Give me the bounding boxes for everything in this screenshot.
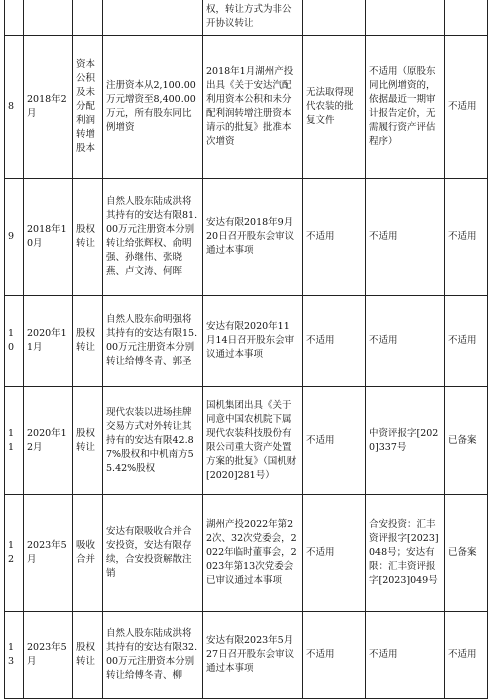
state-owned-opinion-cell: 无法取得现代农装的批复文件 xyxy=(303,36,366,179)
approval-procedure-cell: 权，转让方式为非公开协议转让 xyxy=(203,0,303,36)
row-number-cell: 8 xyxy=(5,36,24,179)
approval-procedure-cell: 2018年1月湖州产投出具《关于安达汽配利用资本公积和未分配利润转增注册资本请示的批复》批准本次增资 xyxy=(203,36,303,179)
asset-evaluation-cell: 不适用 xyxy=(366,296,445,387)
change-type-cell: 股权转让 xyxy=(73,387,103,495)
approval-procedure-cell: 安达有限2018年9月20日召开股东会审议通过本事项 xyxy=(203,179,303,296)
row-number-cell: 11 xyxy=(5,387,24,495)
change-content-cell: 自然人股东陆成洪将其持有的安达有限32.00万元注册资本分别转让给傅冬青、柳 xyxy=(103,612,203,699)
equity-history-table xyxy=(4,0,488,699)
table-row xyxy=(5,387,488,495)
table-row xyxy=(5,612,488,699)
state-owned-opinion-cell: 不适用 xyxy=(303,612,366,699)
asset-evaluation-cell: 中资评报字[2020]337号 xyxy=(366,387,445,495)
row-number-cell: 13 xyxy=(5,612,24,699)
evaluation-filing-cell: 不适用 xyxy=(445,179,488,296)
state-owned-opinion-cell: 不适用 xyxy=(303,387,366,495)
row-number-cell: 9 xyxy=(5,179,24,296)
change-date-cell xyxy=(24,0,73,36)
state-owned-opinion-cell: 不适用 xyxy=(303,296,366,387)
table-row xyxy=(5,179,488,296)
evaluation-filing-cell xyxy=(445,0,488,36)
change-date-cell: 2020年11月 xyxy=(24,296,73,387)
state-owned-opinion-cell xyxy=(303,0,366,36)
change-date-cell: 2023年5月 xyxy=(24,612,73,699)
evaluation-filing-cell: 已备案 xyxy=(445,387,488,495)
evaluation-filing-cell: 不适用 xyxy=(445,36,488,179)
table-row xyxy=(5,0,488,36)
approval-procedure-cell: 湖州产投2022年第22次、32次党委会，2022年临时董事会，2023年第13次党委会已审议通过本事项 xyxy=(203,495,303,612)
asset-evaluation-cell: 不适用（原股东同比例增资的，依据最近一期审计报告定价，无需履行资产评估程序） xyxy=(366,36,445,179)
change-date-cell: 2018年2月 xyxy=(24,36,73,179)
table-row xyxy=(5,495,488,612)
change-content-cell: 安达有限吸收合并合安投资，安达有限存续，合安投资解散注销 xyxy=(103,495,203,612)
row-number-cell: 10 xyxy=(5,296,24,387)
change-type-cell: 股权转让 xyxy=(73,179,103,296)
change-type-cell: 资本公积及未分配利润转增股本 xyxy=(73,36,103,179)
change-type-cell: 吸收合并 xyxy=(73,495,103,612)
evaluation-filing-cell: 不适用 xyxy=(445,612,488,699)
change-content-cell xyxy=(103,0,203,36)
asset-evaluation-cell: 不适用 xyxy=(366,179,445,296)
asset-evaluation-cell: 合安投资：汇丰资评报字[2023]048号；安达有限：汇丰资评报字[2023]049号 xyxy=(366,495,445,612)
change-date-cell: 2018年10月 xyxy=(24,179,73,296)
change-content-cell: 现代农装以进场挂牌交易方式对外转让其持有的安达有限42.87%股权和中机南方55.42%股权 xyxy=(103,387,203,495)
row-number-cell xyxy=(5,0,24,36)
approval-procedure-cell: 国机集团出具《关于同意中国农机院下属现代农装科技股份有限公司重大资产处置方案的批复》（国机财[2020]281号） xyxy=(203,387,303,495)
change-type-cell: 股权转让 xyxy=(73,612,103,699)
row-number-cell: 12 xyxy=(5,495,24,612)
state-owned-opinion-cell: 不适用 xyxy=(303,495,366,612)
approval-procedure-cell: 安达有限2023年5月27日召开股东会审议通过本事项 xyxy=(203,612,303,699)
asset-evaluation-cell: 不适用 xyxy=(366,612,445,699)
evaluation-filing-cell: 不适用 xyxy=(445,296,488,387)
table-row xyxy=(5,36,488,179)
approval-procedure-cell: 安达有限2020年11月14日召开股东会审议通过本事项 xyxy=(203,296,303,387)
change-content-cell: 注册资本从2,100.00万元增资至8,400.00万元，所有股东同比例增资 xyxy=(103,36,203,179)
table-row xyxy=(5,296,488,387)
change-type-cell: 股权转让 xyxy=(73,296,103,387)
evaluation-filing-cell: 已备案 xyxy=(445,495,488,612)
asset-evaluation-cell xyxy=(366,0,445,36)
change-type-cell xyxy=(73,0,103,36)
change-date-cell: 2023年5月 xyxy=(24,495,73,612)
change-content-cell: 自然人股东陆成洪将其持有的安达有限81.00万元注册资本分别转让给张辉权、俞明强、孙继伟、张晓燕、卢文涛、何晖 xyxy=(103,179,203,296)
change-date-cell: 2020年12月 xyxy=(24,387,73,495)
state-owned-opinion-cell: 不适用 xyxy=(303,179,366,296)
change-content-cell: 自然人股东俞明强将其持有的安达有限15.00万元注册资本分别转让给傅冬青、郭圣 xyxy=(103,296,203,387)
